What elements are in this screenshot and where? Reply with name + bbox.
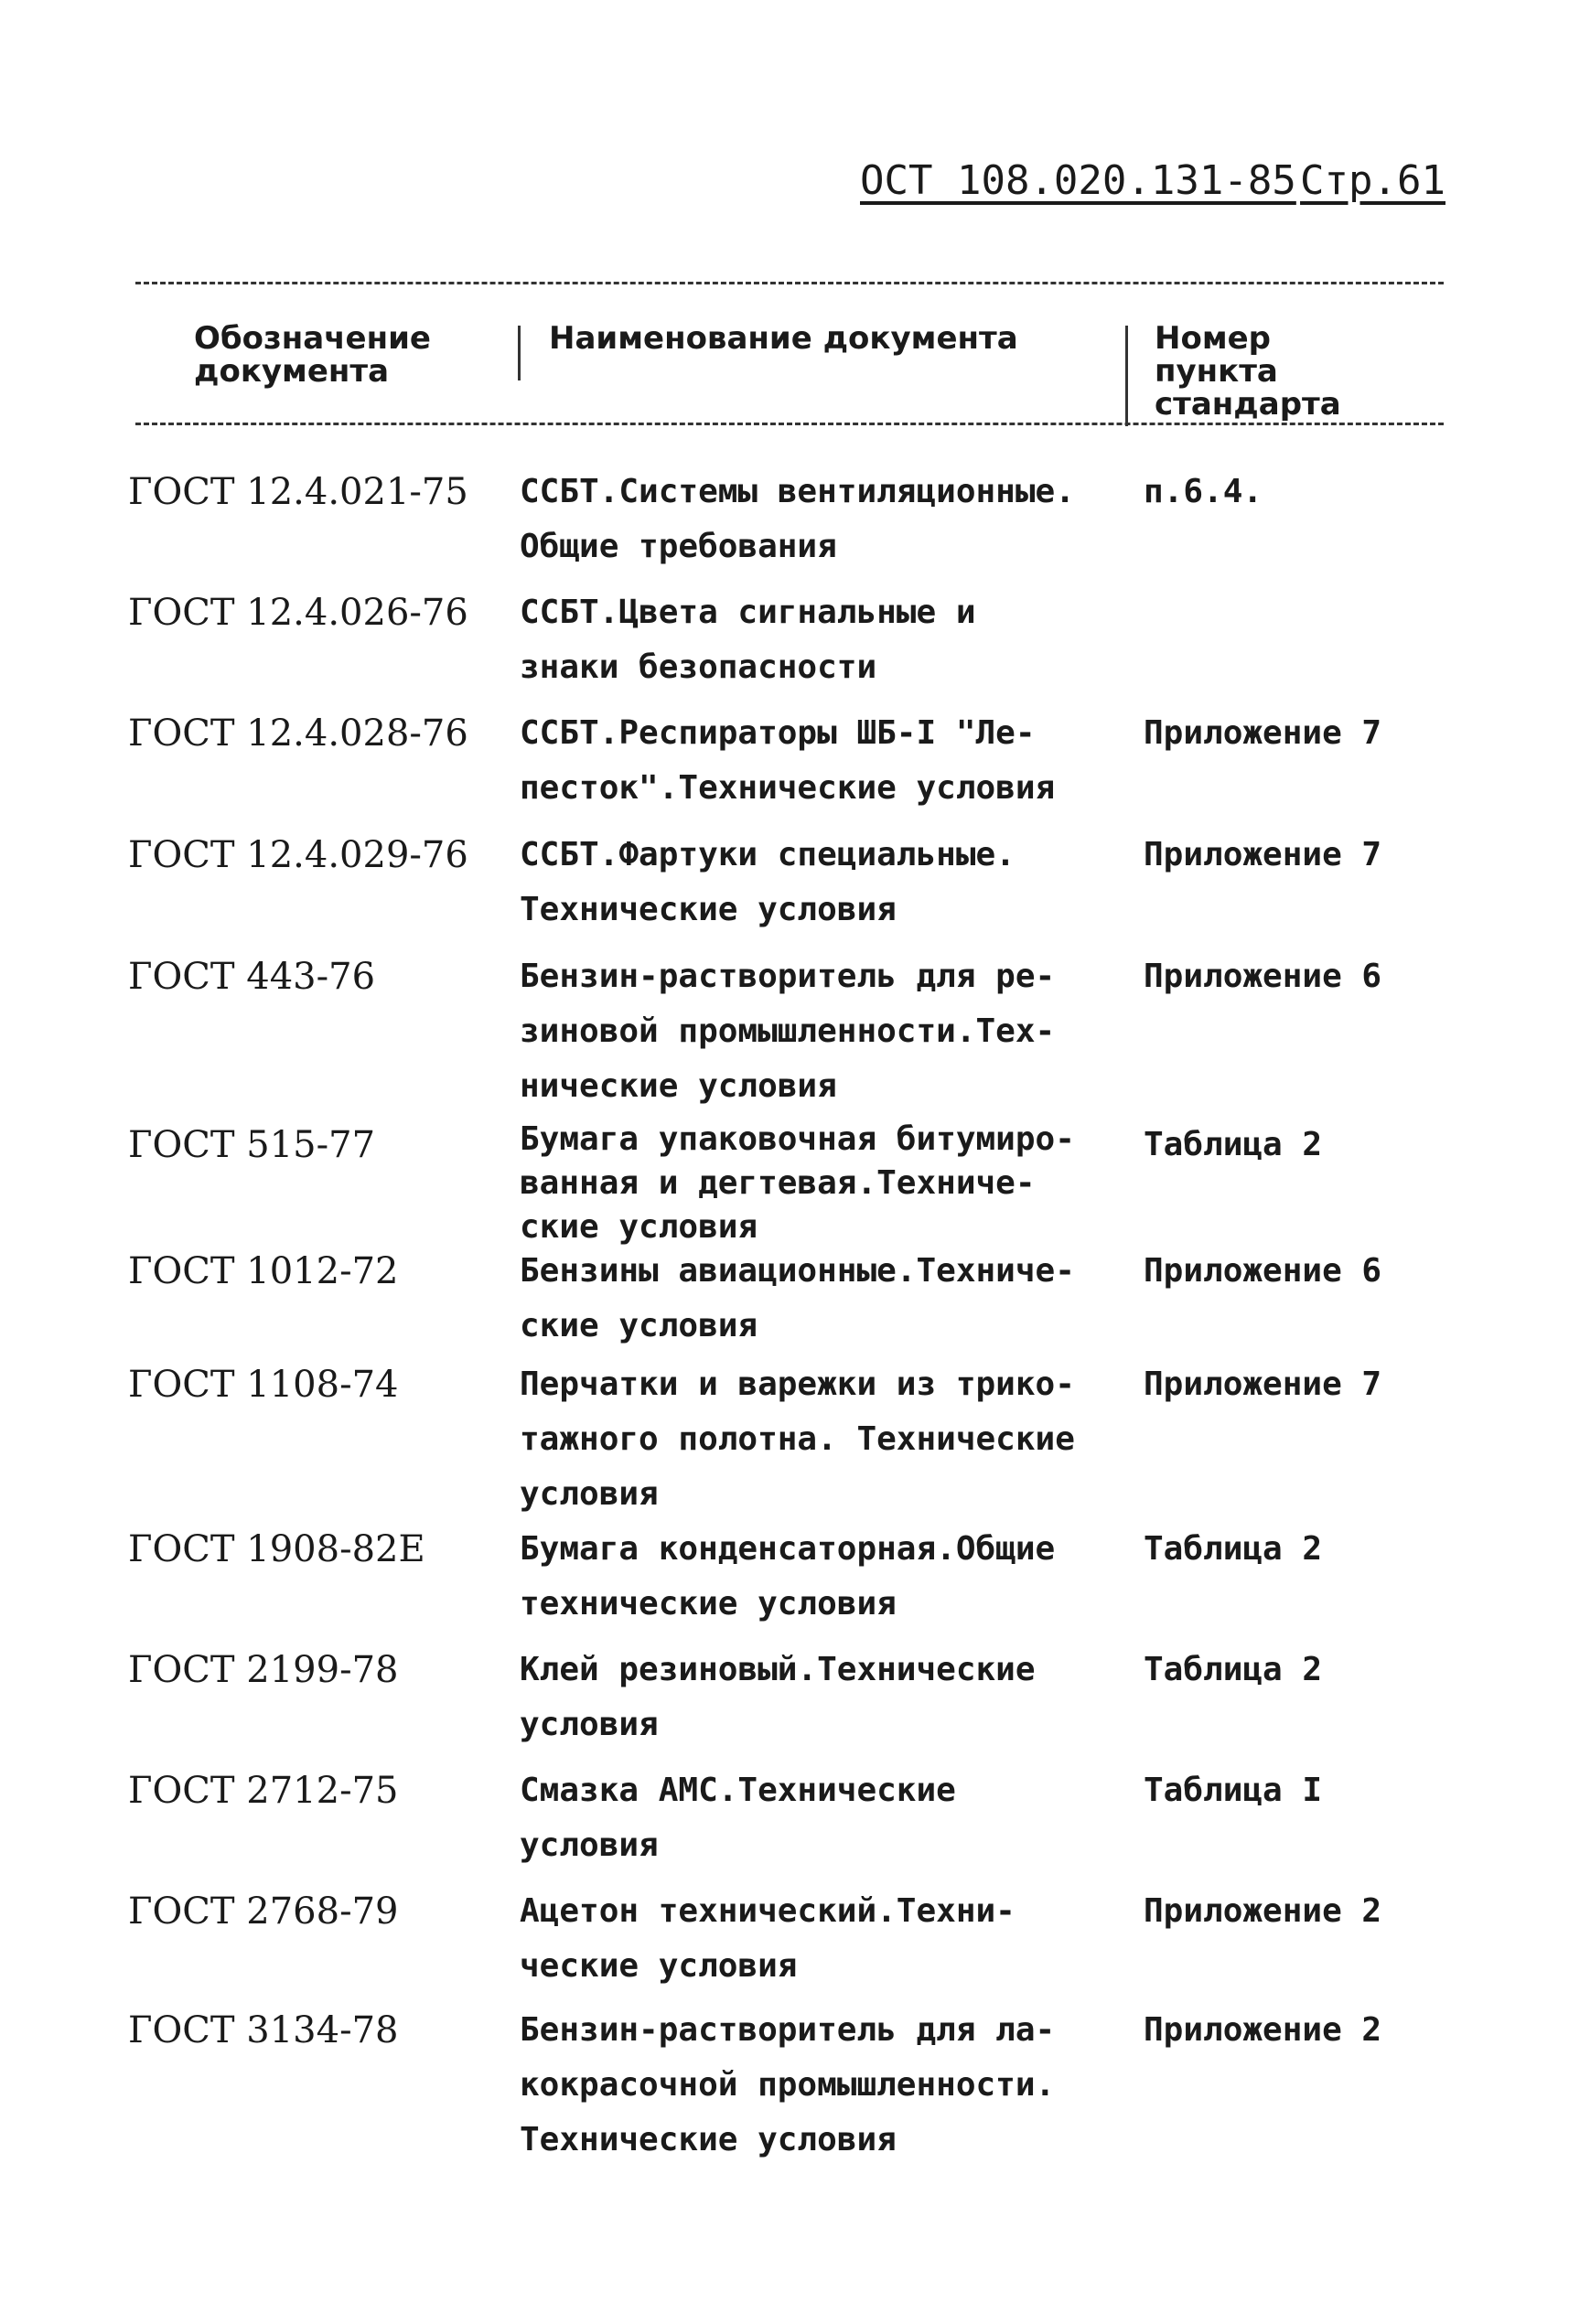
- row-name: Бумага упаковочная битумиро- ванная и дегтевая.Техниче- ские условия: [520, 1120, 1075, 1246]
- row-name: Ацетон технический.Техни- ческие условия: [520, 1892, 1016, 1985]
- row-designation: ГОСТ 2768-79: [128, 1890, 399, 1933]
- row-name: Бензины авиационные.Техниче- ские условия: [520, 1252, 1075, 1344]
- row-name: Бумага конденсаторная.Общие технические условия: [520, 1530, 1056, 1623]
- page-number: Стр.61: [1300, 157, 1445, 204]
- document-header: [860, 157, 1445, 212]
- row-designation: ГОСТ 12.4.028-76: [128, 712, 468, 755]
- table-header-rule: [135, 423, 1444, 425]
- row-name: Бензин-растворитель для ла- кокрасочной промышленности. Технические условия: [520, 2011, 1056, 2158]
- table-top-rule: [135, 282, 1444, 284]
- row-designation: ГОСТ 12.4.026-76: [128, 592, 468, 634]
- row-clause: Приложение 6: [1144, 1252, 1382, 1290]
- row-designation: ГОСТ 12.4.029-76: [128, 834, 468, 876]
- row-designation: ГОСТ 1012-72: [128, 1250, 399, 1292]
- row-clause: Приложение 7: [1144, 1365, 1382, 1403]
- row-designation: ГОСТ 1908-82Е: [128, 1528, 425, 1570]
- column-header-clause: Номер пункта стандарта: [1155, 320, 1341, 423]
- row-name: Смазка АМС.Технические условия: [520, 1772, 956, 1864]
- row-clause: Таблица 2: [1144, 1126, 1323, 1163]
- row-designation: ГОСТ 1108-74: [128, 1364, 399, 1406]
- document-code: ОСТ 108.020.131-85: [860, 157, 1296, 204]
- row-name: ССБТ.Респираторы ШБ-I "Ле- песток".Технические условия: [520, 714, 1056, 807]
- row-designation: ГОСТ 515-77: [128, 1124, 376, 1166]
- row-clause: Приложение 6: [1144, 958, 1382, 995]
- column-header-designation: Обозначение документа: [194, 320, 431, 390]
- row-clause: п.6.4.: [1144, 473, 1263, 510]
- row-designation: ГОСТ 3134-78: [128, 2009, 399, 2051]
- row-designation: ГОСТ 2199-78: [128, 1649, 399, 1691]
- row-clause: Приложение 7: [1144, 714, 1382, 752]
- row-clause: Приложение 7: [1144, 836, 1382, 873]
- row-clause: Таблица 2: [1144, 1530, 1323, 1568]
- row-clause: Приложение 2: [1144, 1892, 1382, 1930]
- column-separator: [518, 326, 521, 380]
- row-name: ССБТ.Цвета сигнальные и знаки безопасности: [520, 594, 976, 686]
- row-name: ССБТ.Системы вентиляционные. Общие требования: [520, 473, 1075, 565]
- column-separator: [1125, 326, 1128, 426]
- row-designation: ГОСТ 2712-75: [128, 1770, 399, 1812]
- row-name: Клей резиновый.Технические условия: [520, 1651, 1036, 1743]
- row-clause: Таблица 2: [1144, 1651, 1323, 1688]
- row-designation: ГОСТ 12.4.021-75: [128, 471, 468, 513]
- row-clause: Таблица I: [1144, 1772, 1323, 1809]
- column-header-name: Наименование документа: [549, 320, 1018, 357]
- row-clause: Приложение 2: [1144, 2011, 1382, 2049]
- row-name: Перчатки и варежки из трико- тажного полотна. Технические условия: [520, 1365, 1075, 1513]
- row-designation: ГОСТ 443-76: [128, 956, 376, 998]
- row-name: Бензин-растворитель для ре- зиновой промышленности.Тех- нические условия: [520, 958, 1056, 1105]
- row-name: ССБТ.Фартуки специальные. Технические условия: [520, 836, 1016, 928]
